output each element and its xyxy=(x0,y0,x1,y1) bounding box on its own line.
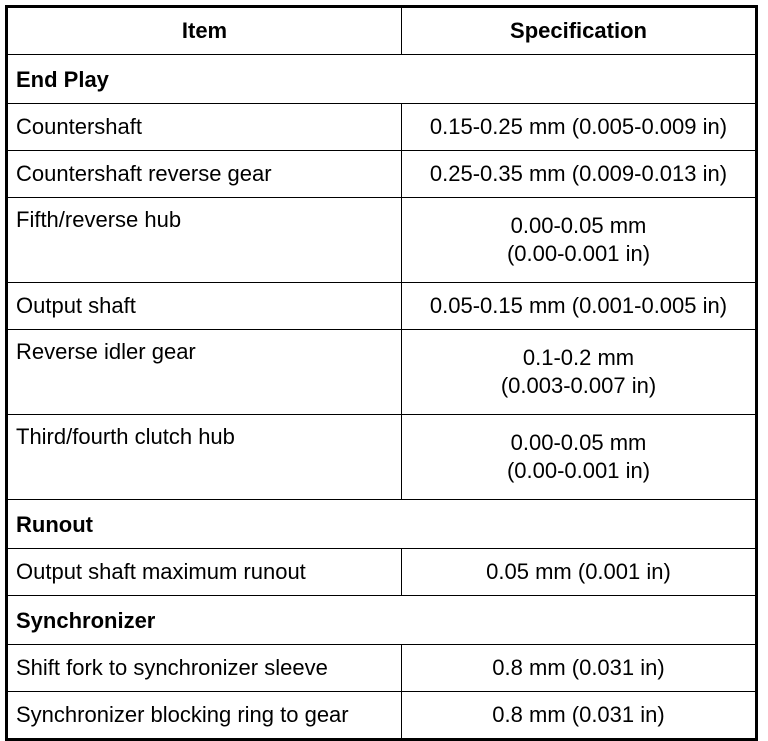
item-cell: Third/fourth clutch hub xyxy=(7,415,402,500)
column-header-specification: Specification xyxy=(402,7,757,55)
spec-line: 0.8 mm (0.031 in) xyxy=(492,702,665,727)
spec-line: 0.8 mm (0.031 in) xyxy=(492,655,665,680)
section-row-runout xyxy=(7,500,757,549)
spec-cell xyxy=(402,549,757,596)
spec-cell xyxy=(402,415,757,500)
spec-line: 0.05 mm (0.001 in) xyxy=(486,559,671,584)
table-row xyxy=(7,151,757,198)
section-title: Runout xyxy=(7,500,757,549)
spec-line: 0.1-0.2 mm xyxy=(522,345,635,370)
item-cell: Shift fork to synchronizer sleeve xyxy=(7,645,402,692)
header-row xyxy=(7,7,757,55)
specification-table xyxy=(5,5,758,741)
spec-line: (0.003-0.007 in) xyxy=(500,373,657,398)
spec-cell xyxy=(402,283,757,330)
section-title: End Play xyxy=(7,55,757,104)
item-cell: Countershaft xyxy=(7,104,402,151)
spec-line: 0.15-0.25 mm (0.005-0.009 in) xyxy=(429,114,728,139)
item-cell: Reverse idler gear xyxy=(7,330,402,415)
table-row xyxy=(7,104,757,151)
spec-line: 0.00-0.05 mm xyxy=(510,430,647,455)
column-header-item: Item xyxy=(7,7,402,55)
table-row xyxy=(7,198,757,283)
table-row xyxy=(7,283,757,330)
item-cell: Output shaft xyxy=(7,283,402,330)
spec-line: (0.00-0.001 in) xyxy=(506,458,651,483)
table-row xyxy=(7,330,757,415)
spec-cell xyxy=(402,692,757,740)
item-cell: Countershaft reverse gear xyxy=(7,151,402,198)
spec-line: 0.00-0.05 mm xyxy=(510,213,647,238)
section-row-end-play xyxy=(7,55,757,104)
spec-line: 0.25-0.35 mm (0.009-0.013 in) xyxy=(429,161,728,186)
table-row xyxy=(7,692,757,740)
spec-cell xyxy=(402,198,757,283)
table-row xyxy=(7,549,757,596)
item-cell: Fifth/reverse hub xyxy=(7,198,402,283)
spec-line: (0.00-0.001 in) xyxy=(506,241,651,266)
section-title: Synchronizer xyxy=(7,596,757,645)
spec-cell xyxy=(402,151,757,198)
table-row xyxy=(7,415,757,500)
spec-cell xyxy=(402,645,757,692)
spec-line: 0.05-0.15 mm (0.001-0.005 in) xyxy=(429,293,728,318)
item-cell: Synchronizer blocking ring to gear xyxy=(7,692,402,740)
spec-cell xyxy=(402,330,757,415)
section-row-synchronizer xyxy=(7,596,757,645)
spec-cell xyxy=(402,104,757,151)
item-cell: Output shaft maximum runout xyxy=(7,549,402,596)
table-row xyxy=(7,645,757,692)
